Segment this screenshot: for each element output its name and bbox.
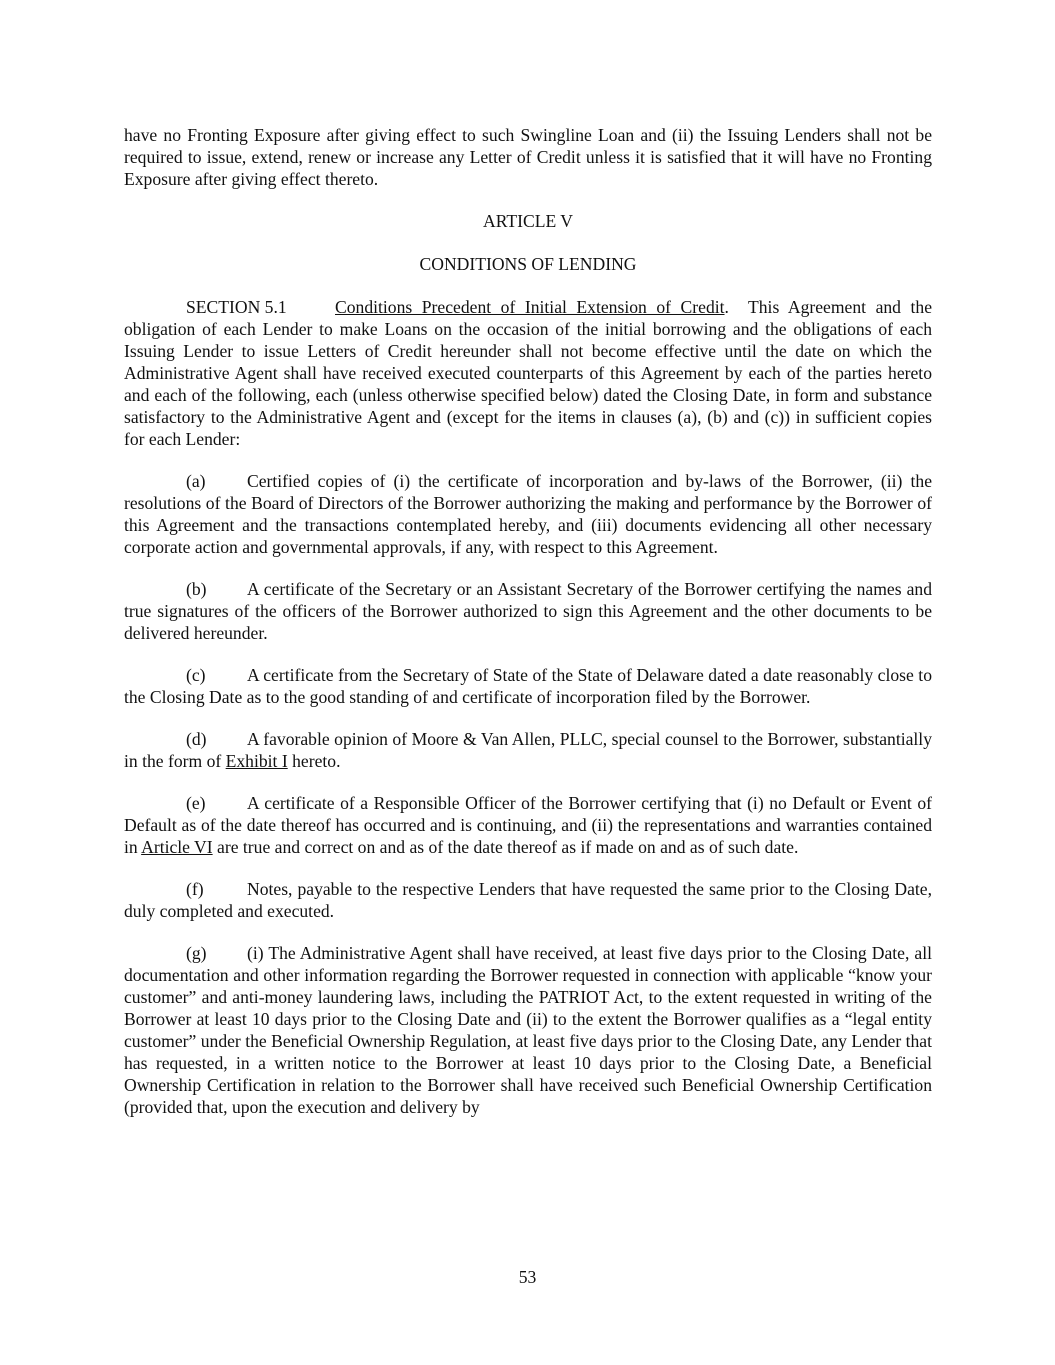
page-number: 53 (518, 1267, 537, 1287)
continuation-paragraph: have no Fronting Exposure after giving effect to such Swingline Loan and (ii) the Issuing Lenders shall not be required to issue, extend, renew or increase any Letter of Credit unless it is satisfied that it will have no Fronting Exposure after giving effect thereto. (124, 125, 932, 189)
clause-e-label: (e) (186, 793, 206, 813)
clause-f-text: Notes, payable to the respective Lenders that have requested the same prior to the Closing Date, duly completed and executed. (124, 879, 932, 921)
exhibit-i-reference: Exhibit I (225, 751, 288, 771)
clause-d-text-after: hereto. (292, 751, 341, 771)
clause-c-label: (c) (186, 665, 206, 685)
clause-d-text-before: A favorable opinion of Moore & Van Allen, PLLC, special counsel to the Borrower, substantially in the form of (124, 729, 932, 771)
section-heading: Conditions Precedent of Initial Extension of Credit (335, 297, 725, 317)
section-label: SECTION 5.1 (186, 297, 287, 317)
clause-g-label: (g) (186, 943, 207, 963)
clause-e-text-before: A certificate of a Responsible Officer of the Borrower certifying that (i) no Default or Event of Default as of the date thereof has occurred and is continuing, and (ii) the representations and warranties contained in (124, 793, 932, 857)
clause-b-label: (b) (186, 579, 207, 599)
article-title: CONDITIONS OF LENDING (419, 254, 637, 274)
clause-f-label: (f) (186, 879, 204, 899)
clause-d (124, 728, 932, 772)
article-vi-reference: Article VI (141, 837, 213, 857)
clause-c (124, 664, 932, 708)
section-body: This Agreement and the obligation of each Lender to make Loans on the occasion of the initial borrowing and the obligations of each Issuing Lender to issue Letters of Credit hereunder shall not become effective until the date on which the Administrative Agent shall have received executed counterparts of this Agreement by each of the parties hereto and each of the following, each (unless otherwise specified below) dated the Closing Date, in form and substance satisfactory to the Administrative Agent and (except for the items in clauses (a), (b) and (c)) in sufficient copies for each Lender: (124, 297, 933, 449)
clause-f (124, 878, 932, 922)
clause-a-text: Certified copies of (i) the certificate of incorporation and by-laws of the Borrower, (ii) the resolutions of the Board of Directors of the Borrower authorizing the making and performance by the Borrower of this Agreement and the transactions contemplated hereby, and (iii) documents evidencing all other necessary corporate action and governmental approvals, if any, with respect to this Agreement. (124, 471, 932, 557)
section-heading-punct: . (724, 297, 729, 317)
clause-b (124, 578, 932, 644)
clause-e-text-after: are true and correct on and as of the date thereof as if made on and as of such date. (217, 837, 799, 857)
clause-d-label: (d) (186, 729, 207, 749)
clause-g (124, 942, 932, 1118)
page-content (124, 124, 932, 1138)
clause-b-text: A certificate of the Secretary or an Assistant Secretary of the Borrower certifying the names and true signatures of the officers of the Borrower authorized to sign this Agreement and the other documents to be delivered hereunder. (124, 579, 932, 643)
clause-e (124, 792, 932, 858)
clause-a-label: (a) (186, 471, 206, 491)
clause-g-text: (i) The Administrative Agent shall have received, at least five days prior to the Closing Date, all documentation and other information regarding the Borrower requested in connection with applicable “know your customer” and anti-money laundering laws, including the PATRIOT Act, to the extent requested in writing of the Borrower at least 10 days prior to the Closing Date and (ii) to the extent the Borrower qualifies as a “legal entity customer” under the Beneficial Ownership Regulation, at least five days prior to the Closing Date, any Lender that has requested, in a written notice to the Borrower at least 10 days prior to the Closing Date, a Beneficial Ownership Certification in relation to the Borrower shall have received such Beneficial Ownership Certification (provided that, upon the execution and delivery by (124, 943, 932, 1117)
clause-c-text: A certificate from the Secretary of State of the State of Delaware dated a date reasonably close to the Closing Date as to the good standing of and certificate of incorporation filed by the Borrower. (124, 665, 932, 707)
clause-a (124, 470, 932, 558)
section-5-1-paragraph (124, 296, 932, 450)
article-number: ARTICLE V (482, 211, 573, 231)
